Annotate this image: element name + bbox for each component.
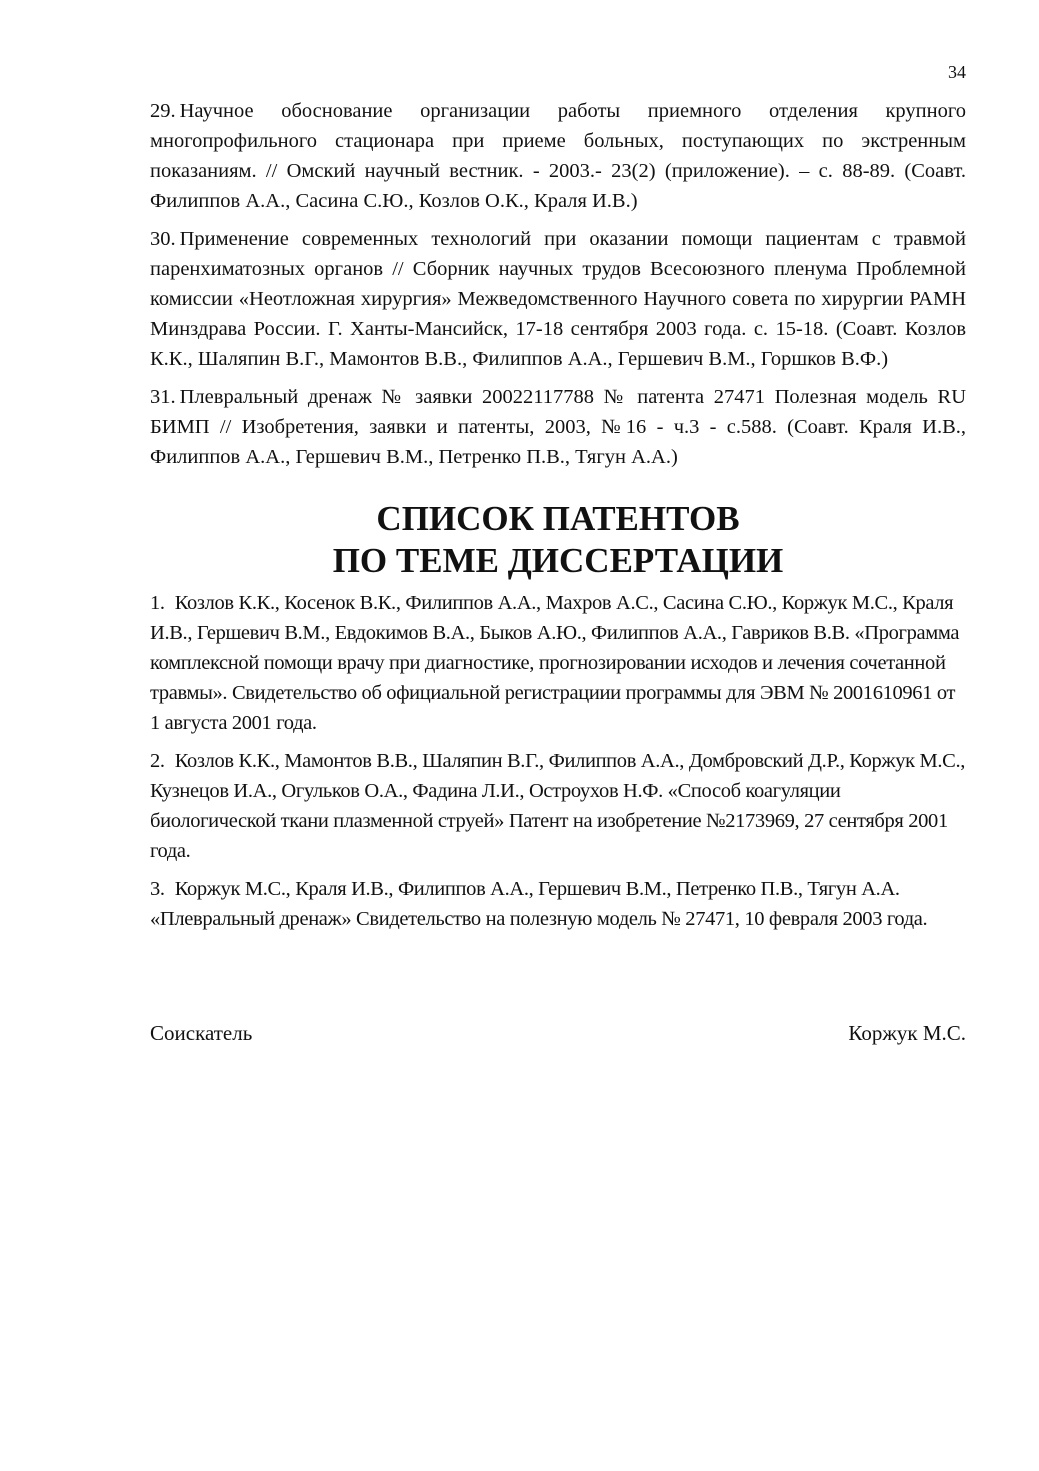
patent-text: Коржук М.С., Краля И.В., Филиппов А.А., Гершевич В.М., Петренко П.В., Тягун А.А. «Плевральный дренаж» Свидетельство на полезную модель № 27471, 10 февраля 2003 года.: [150, 878, 928, 930]
patent-text: Козлов К.К., Косенок В.К., Филиппов А.А., Махров А.С., Сасина С.Ю., Коржук М.С., Краля И.В., Гершевич В.М., Евдокимов В.А., Быков А.Ю., Филиппов А.А., Гавриков В.В. «Программа комплексной помощи врачу при диагностике, прогнозировании исходов и лечения сочетанной травмы». Свидетельство об официальной регистрациии программы для ЭВМ № 2001610961 от 1 августа 2001 года.: [150, 592, 960, 734]
reference-number: 30.: [150, 228, 176, 250]
reference-item-30: [150, 224, 966, 374]
signature-name: Коржук М.С.: [848, 1021, 966, 1045]
reference-number: 29.: [150, 100, 176, 122]
patent-item-2: [150, 746, 966, 866]
signature-line: [150, 1021, 966, 1046]
reference-number: 31.: [150, 386, 176, 408]
patent-text: Козлов К.К., Мамонтов В.В., Шаляпин В.Г., Филиппов А.А., Домбровский Д.Р., Коржук М.С., Кузнецов И.А., Огульков О.А., Фадина Л.И., Остроухов Н.Ф. «Способ коагуляции биологической ткани плазменной струей» Патент на изобретение №2173969, 27 сентября 2001 года.: [150, 750, 965, 862]
section-heading-line-1: СПИСОК ПАТЕНТОВ: [376, 499, 740, 538]
reference-text: Плевральный дренаж № заявки 20022117788 № патента 27471 Полезная модель RU БИМП // Изобретения, заявки и патенты, 2003, №16 - ч.3 - с.588. (Соавт. Краля И.В., Филиппов А.А., Гершевич В.М., Петренко П.В., Тягун А.А.): [150, 386, 966, 468]
reference-item-29: [150, 96, 966, 216]
reference-text: Применение современных технологий при оказании помощи пациентам с травмой паренхиматозных органов // Сборник научных трудов Всесоюзного пленума Проблемной комиссии «Неотложная хирургия» Межведомственного Научного совета по хирургии РАМН Минздрава России. Г. Ханты-Мансийск, 17-18 сентября 2003 года. с. 15-18. (Соавт. Козлов К.К., Шаляпин В.Г., Мамонтов В.В., Филиппов А.А., Гершевич В.М., Горшков В.Ф.): [150, 228, 966, 370]
patent-number: 1.: [150, 592, 165, 614]
reference-item-31: [150, 382, 966, 472]
page-number: 34: [948, 62, 966, 82]
signature-role: Соискатель: [150, 1021, 253, 1045]
reference-text: Научное обоснование организации работы приемного отделения крупного многопрофильного стационара при приеме больных, поступающих по экстренным показаниям. // Омский научный вестник. - 2003.- 23(2) (приложение). – с. 88-89. (Соавт. Филиппов А.А., Сасина С.Ю., Козлов О.К., Краля И.В.): [150, 100, 966, 212]
section-heading: [150, 498, 966, 582]
patent-item-1: [150, 588, 966, 738]
section-heading-line-2: ПО ТЕМЕ ДИССЕРТАЦИИ: [332, 541, 784, 580]
patent-number: 3.: [150, 878, 165, 900]
document-body: [150, 96, 966, 942]
patent-item-3: [150, 874, 966, 934]
patent-number: 2.: [150, 750, 165, 772]
